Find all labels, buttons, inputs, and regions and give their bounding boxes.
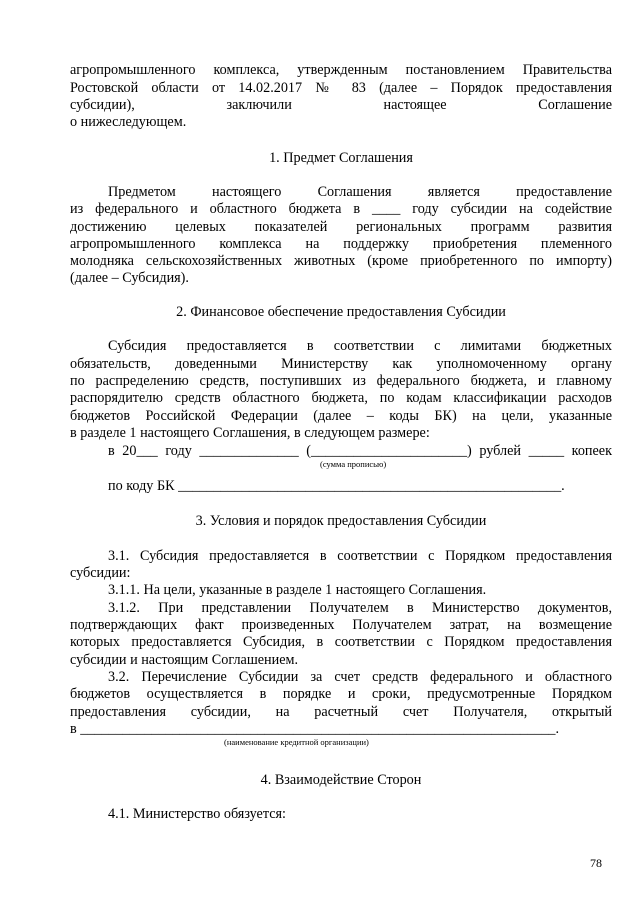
section3-line: субсидии и настоящим Соглашением.: [70, 652, 299, 668]
intro-line-3: субсидии), заключили настоящее Соглашение: [70, 97, 612, 113]
section2-line: бюджетов Российской Федерации (далее – коды БК) на цели, указанные: [70, 408, 612, 424]
section2-line: в разделе 1 настоящего Соглашения, в следующем размере:: [70, 425, 430, 441]
intro-line-2: Ростовской области от 14.02.2017 № 83 (далее – Порядок предоставления: [70, 80, 612, 96]
section3-line: бюджетов осуществляется в порядке и сроки, предусмотренные Порядком: [70, 686, 612, 702]
bank-caption: (наименование кредитной организации): [224, 737, 369, 747]
section3-line: 3.1. Субсидия предоставляется в соответствии с Порядком предоставления: [108, 548, 612, 564]
section3-line: предоставления субсидии, на расчетный счет Получателя, открытый: [70, 704, 612, 720]
section3-line: которых предоставляется Субсидия, в соответствии с Порядком предоставления: [70, 634, 612, 650]
section1-heading: 1. Предмет Соглашения: [269, 150, 413, 166]
section2-line: распорядителю средств областного бюджета, по кодам классификации расходов: [70, 390, 612, 406]
section3-line: подтверждающих факт произведенных Получателем затрат, на возмещение: [70, 617, 612, 633]
section1-line: (далее – Субсидия).: [70, 270, 189, 286]
section2-heading: 2. Финансовое обеспечение предоставления Субсидии: [176, 304, 506, 320]
page-number: 78: [590, 856, 602, 870]
section3-line: субсидии:: [70, 565, 131, 581]
intro-line-1: агропромышленного комплекса, утвержденным постановлением Правительства: [70, 62, 612, 78]
amount-caption: (сумма прописью): [320, 459, 387, 469]
amount-line: в 20___ году ______________ (______________________) рублей _____ копеек: [108, 443, 612, 459]
intro-line-4: о нижеследующем.: [70, 114, 187, 130]
section3-line: 3.1.2. При представлении Получателем в Министерство документов,: [108, 600, 612, 616]
section2-line: по распределению средств, поступивших из федерального бюджета, и главному: [70, 373, 612, 389]
bk-code-line: по коду БК ______________________________________________________.: [108, 478, 565, 494]
section1-line: из федерального и областного бюджета в ____ году субсидии на содействие: [70, 201, 612, 217]
section4-heading: 4. Взаимодействие Сторон: [260, 772, 422, 788]
section2-line: обязательств, доведенными Министерству как уполномоченному органу: [70, 356, 612, 372]
section3-heading: 3. Условия и порядок предоставления Субсидии: [195, 513, 487, 529]
bank-line: в ___________________________________________________________________.: [70, 721, 560, 737]
section2-line: Субсидия предоставляется в соответствии с лимитами бюджетных: [108, 338, 612, 354]
section1-line: агропромышленного комплекса на поддержку приобретения племенного: [70, 236, 612, 252]
section1-line: достижению целевых показателей региональных программ развития: [70, 219, 612, 235]
section4-line: 4.1. Министерство обязуется:: [108, 806, 286, 822]
section1-line: молодняка сельскохозяйственных животных (кроме приобретенного по импорту): [70, 253, 612, 269]
section3-line: 3.1.1. На цели, указанные в разделе 1 настоящего Соглашения.: [108, 582, 487, 598]
section1-line: Предметом настоящего Соглашения является предоставление: [108, 184, 612, 200]
section3-line: 3.2. Перечисление Субсидии за счет средств федерального и областного: [108, 669, 612, 685]
